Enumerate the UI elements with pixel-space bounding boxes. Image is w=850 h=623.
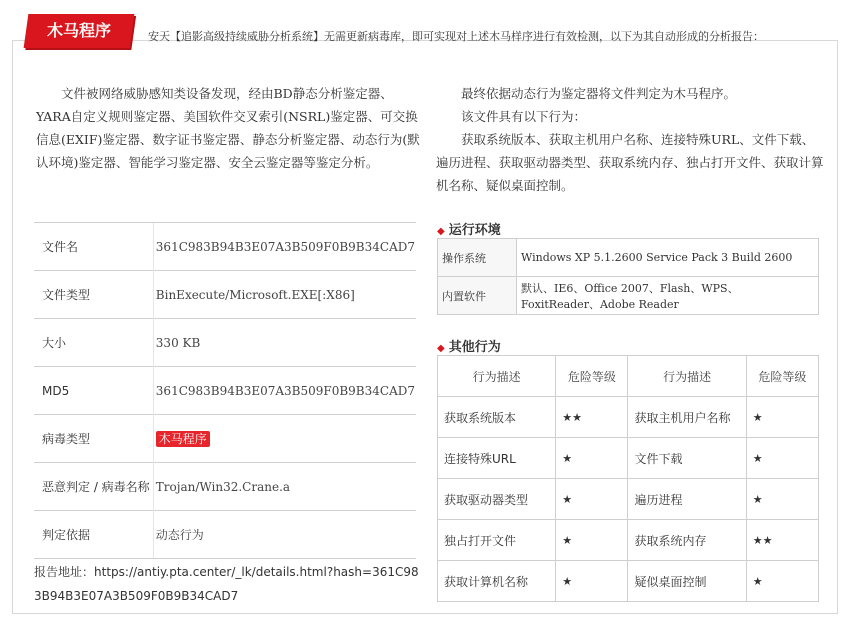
behavior-desc: 获取计算机名称 xyxy=(438,561,556,602)
verdict-paragraph: 最终依据动态行为鉴定器将文件判定为木马程序。 xyxy=(461,86,737,101)
diamond-icon: ◆ xyxy=(437,343,445,354)
size-value: 330 KB xyxy=(153,319,416,367)
file-info-table xyxy=(34,222,416,559)
md5-value: 361C983B94B3E07A3B509F0B9B34CAD7 xyxy=(153,367,416,415)
diamond-icon: ◆ xyxy=(437,226,445,237)
report-url[interactable]: https://antiy.pta.center/_lk/details.html?hash=361C983B94B3E07A3B509F0B9B34CAD7 xyxy=(34,565,419,603)
file-type-value: BinExecute/Microsoft.EXE[:X86] xyxy=(153,271,416,319)
table-row xyxy=(34,415,416,463)
basis-label: 判定依据 xyxy=(34,511,153,559)
col-level-header: 危险等级 xyxy=(746,356,818,397)
runtime-table xyxy=(437,238,819,315)
behavior-title: 其他行为 xyxy=(448,340,501,355)
col-desc-header: 行为描述 xyxy=(628,356,746,397)
table-row xyxy=(438,520,819,561)
verdict-value: Trojan/Win32.Crane.a xyxy=(153,463,416,511)
os-label: 操作系统 xyxy=(438,239,517,277)
table-row xyxy=(438,561,819,602)
software-value: 默认、IE6、Office 2007、Flash、WPS、FoxitReader、Adobe Reader xyxy=(517,277,819,315)
virus-type-cell xyxy=(153,415,416,463)
danger-level: ★★ xyxy=(746,520,818,561)
basis-value: 动态行为 xyxy=(153,511,416,559)
tag-label: 木马程序 xyxy=(46,21,111,40)
col-desc-header: 行为描述 xyxy=(438,356,556,397)
col-level-header: 危险等级 xyxy=(556,356,628,397)
runtime-title: 运行环境 xyxy=(448,223,501,238)
table-row xyxy=(438,438,819,479)
report-address xyxy=(34,560,422,608)
file-name-value: 361C983B94B3E07A3B509F0B9B34CAD7 xyxy=(153,223,416,271)
software-label: 内置软件 xyxy=(438,277,517,315)
behavior-list-paragraph: 获取系统版本、获取主机用户名称、连接特殊URL、文件下载、遍历进程、获取驱动器类型、获取系统内存、独占打开文件、获取计算机名称、疑似桌面控制。 xyxy=(436,132,824,193)
file-type-label: 文件类型 xyxy=(34,271,153,319)
table-row xyxy=(438,277,819,315)
file-name-label: 文件名 xyxy=(34,223,153,271)
table-row xyxy=(34,367,416,415)
size-label: 大小 xyxy=(34,319,153,367)
behavior-section-title xyxy=(437,336,501,355)
danger-level: ★ xyxy=(746,479,818,520)
danger-level: ★ xyxy=(746,438,818,479)
table-row xyxy=(34,223,416,271)
table-row xyxy=(34,319,416,367)
md5-label: MD5 xyxy=(34,367,153,415)
virus-type-label: 病毒类型 xyxy=(34,415,153,463)
detection-paragraph: 文件被网络威胁感知类设备发现，经由BD静态分析鉴定器、YARA自定义规则鉴定器、美国软件交叉索引(NSRL)鉴定器、可交换信息(EXIF)鉴定器、数字证书鉴定器、静态分析鉴定器、动态行为(默认环境)鉴定器、智能学习鉴定器、安全云鉴定器等鉴定分析。 xyxy=(36,86,420,170)
behavior-desc: 文件下载 xyxy=(628,438,746,479)
table-row xyxy=(34,271,416,319)
table-row xyxy=(438,397,819,438)
danger-level: ★ xyxy=(746,397,818,438)
behavior-desc: 获取主机用户名称 xyxy=(628,397,746,438)
verdict-label: 恶意判定 / 病毒名称 xyxy=(34,463,153,511)
behavior-desc: 疑似桌面控制 xyxy=(628,561,746,602)
report-label: 报告地址： xyxy=(34,565,95,579)
table-row xyxy=(34,511,416,559)
trojan-tag xyxy=(24,14,135,48)
header-description: 安天【追影高级持续威胁分析系统】无需更新病毒库，即可实现对上述木马样序进行有效检测，以下为其自动形成的分析报告： xyxy=(148,30,764,43)
behavior-desc: 获取系统内存 xyxy=(628,520,746,561)
danger-level: ★★ xyxy=(556,397,628,438)
behavior-desc: 遍历进程 xyxy=(628,479,746,520)
danger-level: ★ xyxy=(556,561,628,602)
behavior-intro: 该文件具有以下行为： xyxy=(461,109,587,124)
table-row xyxy=(438,479,819,520)
os-value: Windows XP 5.1.2600 Service Pack 3 Build 2600 xyxy=(517,239,819,277)
danger-level: ★ xyxy=(556,520,628,561)
table-row xyxy=(438,239,819,277)
behavior-desc: 获取系统版本 xyxy=(438,397,556,438)
danger-level: ★ xyxy=(746,561,818,602)
danger-level: ★ xyxy=(556,479,628,520)
table-row xyxy=(34,463,416,511)
table-header-row xyxy=(438,356,819,397)
virus-type-badge: 木马程序 xyxy=(156,431,210,447)
danger-level: ★ xyxy=(556,438,628,479)
behavior-table xyxy=(437,355,819,602)
runtime-section-title xyxy=(437,219,501,238)
behavior-desc: 连接特殊URL xyxy=(438,438,556,479)
behavior-desc: 获取驱动器类型 xyxy=(438,479,556,520)
verdict-section xyxy=(436,82,824,197)
behavior-desc: 独占打开文件 xyxy=(438,520,556,561)
